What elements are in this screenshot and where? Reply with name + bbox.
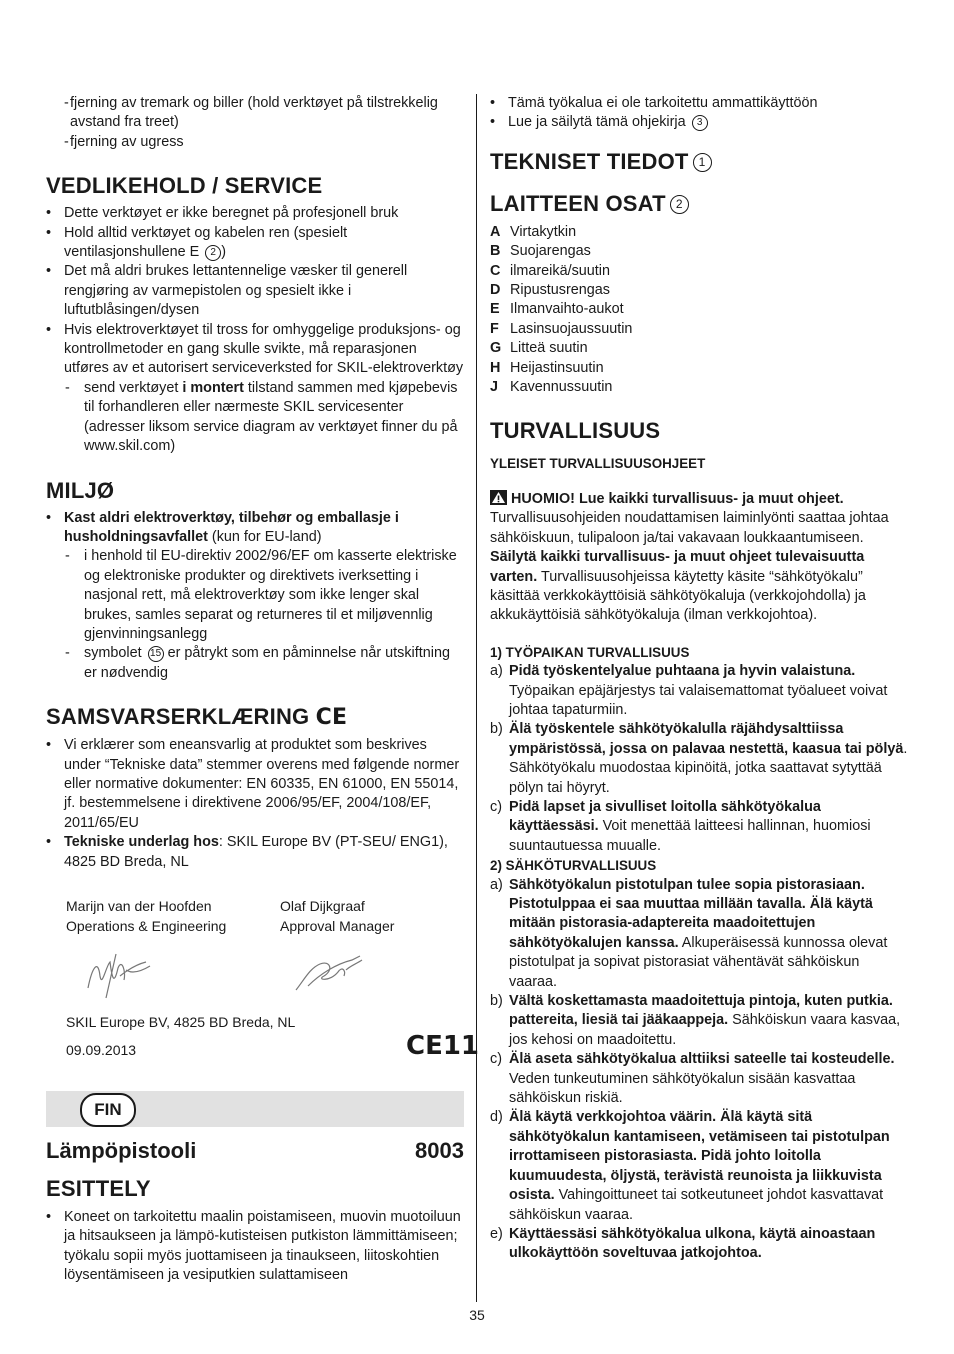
list-item [490,1050,910,1108]
item-marker: b) [490,993,503,1010]
list-item-text: er påtrykt som en påminnelse når utskiftning er nødvendig [84,645,450,681]
subsection-title: YLEISET TURVALLISUUSOHJEET [490,456,706,472]
list-item: • Tämä työkalua ei ole tarkoitettu ammattikäyttöön [490,94,910,113]
item-marker: a) [490,663,503,680]
list-item [490,223,910,242]
ref-circle: 15 [148,646,164,662]
item-marker: b) [490,721,503,738]
section-title-miljo: MILJØ [46,477,115,503]
list-item [490,1225,910,1264]
part-key: D [490,282,501,299]
ref-circle: 2 [670,195,689,214]
part-label: Litteä suutin [510,340,588,357]
signatory-role: Approval Manager [280,917,395,934]
warning-text: Turvallisuusohjeiden noudattamisen laiminlyönti saattaa johtaa sähköiskuun, tulipaloon ja/tai vakavaan loukkaantumiseen. [490,510,889,546]
list-item-text: Tekniske underlag hos [64,834,219,851]
signature-1-image [80,948,160,1008]
signature-2-image [290,950,370,998]
list-item-text: Vahingoittuneet tai sotkeutuneet johdot kasvattavat sähköiskun vaaraa. [509,1187,884,1223]
signatory-name: Olaf Dijkgraaf [280,898,365,914]
list-item: • Hvis elektroverktøyet til tross for omhyggelige produksjons- og kontrollmetoder en gang skulle svikte, må reparasjonen utføres av et autorisert serviceverksted for SKIL-elektroverktøy [46,321,464,379]
signatory-2 [280,897,394,936]
list-item [490,992,910,1050]
list-item-text: ) [221,244,226,261]
list-item [490,300,910,319]
list-item-text: Pidä työskentelyalue puhtaana ja hyvin valaistuna. [509,663,856,680]
part-key: G [490,340,502,357]
warning-paragraph [490,490,910,626]
samsvar-list [46,736,464,872]
part-key: C [490,262,501,279]
item-marker: e) [490,1225,503,1242]
esittely-section [46,1176,464,1286]
section-title-text: SAMSVARSERKLÆRING [46,704,310,730]
intro-dash-list [46,94,464,152]
section-title-text: LAITTEEN OSAT [490,190,666,216]
part-key: H [490,359,501,376]
list-item-text: Veden tunkeutuminen sähkötyökalun sisään kasvattaa sähköiskun riskiä. [509,1070,856,1107]
part-label: Virtakytkin [510,223,577,240]
list-item-text: (kun for EU-land) [207,528,322,545]
list-item [46,509,464,548]
list-item-text: i montert [182,379,244,396]
warning-triangle-icon [490,490,507,505]
item-marker: a) [490,876,503,893]
column-divider [476,94,477,1302]
list-item-text: Pidä lapset ja sivulliset loitolla sähkötyökalua käyttäessäsi. [509,798,821,835]
list-item [490,662,910,720]
list-item-text: send verktøyet [84,379,183,396]
list-item [46,224,464,263]
date: 09.09.2013 [66,1042,137,1058]
part-label: Ilmanvaihto-aukot [510,301,624,318]
list-item [490,242,910,261]
list-item [46,833,464,872]
list-item [490,378,910,397]
item-marker: c) [490,1051,502,1068]
item-marker: d) [490,1109,503,1126]
list-item: - fjerning av ugress [46,133,464,152]
list-item [46,644,464,683]
language-badge: FIN [80,1093,136,1127]
esittely-list [46,1208,464,1286]
list-item-text: Käyttäessäsi sähkötyökalua ulkona, käytä ainoastaan ulkokäyttöön soveltuvaa jatkojohtoa. [509,1225,876,1262]
ce-icon: CE [315,705,348,731]
subsection-title: 2) SÄHKÖTURVALLISUUS [490,858,657,874]
list-item [490,359,910,378]
list-item [490,339,910,358]
warning-text: Turvallisuusohjeissa käytetty käsite “sähkötyökalu” käsittää verkkokäyttöisiä sähkötyökaluja (verkkojohdolla) ja akkukäyttöisiä sähkötyökaluja (ilman verkkojohtoa). [490,568,866,624]
product-name: Lämpöpistooli [46,1138,197,1163]
ref-circle: 3 [692,115,708,131]
list-item: • Det må aldri brukes lettantennelige væsker til generell rengjøring av varmepistolen og spesielt ikke i luftutblåsingen/dysen [46,262,464,320]
list-item-text: Sähköiskun vaara kasvaa, jos kehosi on maadoitettu. [509,1012,901,1048]
part-label: ilmareikä/suutin [510,262,610,279]
list-item-text: Hold alltid verktøyet og kabelen ren (spesielt ventilasjonshullene E [64,224,348,261]
list-item: - i henhold til EU-direktiv 2002/96/EF om kasserte elektriske og elektroniske produkter og direktivets iverksetting i nasjonal rett, må elektroverktøy som ikke lenger skal brukes, samles separat og returneres til et miljøvennlig gjenvinningsanlegg [46,547,464,644]
part-key: J [490,379,499,396]
miljo-list [46,509,464,684]
parts-list [490,223,910,398]
product-number: 8003 [415,1138,464,1163]
list-item-text: Kast aldri elektroverktøy, tilbehør og emballasje i husholdningsavfallet [64,509,399,545]
list-item-text: Älä työskentele sähkötyökalulla räjähdysalttiissa ympäristössä, jossa on palavaa nestettä, kaasua tai pölyä [509,721,904,757]
part-label: Ripustusrengas [510,282,610,299]
list-item-text: symbolet [84,645,146,662]
page-number: 35 [469,1307,485,1323]
vedlikehold-list [46,204,464,456]
top-bullet-list [490,94,910,133]
item-marker: c) [490,798,502,815]
warning-text: HUOMIO! Lue kaikki turvallisuus- ja muut ohjeet. [511,490,844,507]
list-item [490,320,910,339]
list-item-text: tilstand sammen med kjøpebevis til forhandleren eller nærmeste SKIL servicesenter (adresser liksom service diagram av verktøyet finner du på www.skil.com) [84,379,458,455]
list-item [490,876,910,992]
part-key: B [490,243,501,260]
section-title-samsvar [46,704,464,731]
part-label: Suojarengas [510,243,591,260]
part-label: Lasinsuojaussuutin [510,320,633,337]
part-label: Kavennussuutin [510,379,613,396]
signatory-name: Marijn van der Hoofden [66,898,212,914]
list-item [490,113,910,132]
list-item [490,720,910,798]
list-item-text: Työpaikan epäjärjestys tai valaisemattomat työalueet voivat johtaa tapaturmiin. [509,682,888,718]
ref-circle: 2 [205,245,221,261]
warning-text: Säilytä kaikki turvallisuus- ja muut ohjeet tulevaisuutta varten. [490,549,865,585]
list-item-text: Älä käytä verkkojohtoa väärin. Älä käytä sitä sähkötyökalun kantamiseen, vetämiseen tai pistotulpan irrottamiseen pistorasiasta. Pidä johto loitolla kuumuudesta, öljystä, terävistä reunoista ja liikkuvista osista. [509,1109,890,1204]
list-item-text: Sähkötyökalun pistotulpan tulee sopia pistorasiaan. Pistotulppaa ei saa muuttaa millään tavalla. Älä käytä mitään pistorasia-adaptereita maadoitettujen sähkötyökalujen kanssa. [509,876,873,951]
list-item [490,1108,910,1224]
signatory-1 [66,897,226,936]
subsection-title: 1) TYÖPAIKAN TURVALLISUUS [490,644,690,660]
left-column [46,94,464,872]
part-key: A [490,223,501,240]
ce-mark-11: CE11 [406,1031,480,1061]
part-key: E [490,301,500,318]
section-title-text: TEKNISET TIEDOT [490,148,689,174]
section-title-esittely: ESITTELY [46,1176,151,1201]
section-title-tekniset [490,149,910,175]
list-item: • Dette verktøyet er ikke beregnet på profesjonell bruk [46,204,464,223]
list-item [490,798,910,856]
section-title-osat [490,191,910,217]
list-item: • Vi erklærer som eneansvarlig at produktet som beskrives under “Tekniske data” stemmer overens med følgende normer eller normative dokumenter: EN 60335, EN 61000, EN 55014, jf. bestemmelsene i direktivene 2006/95/EF, 2004/108/EF, 2011/65/EU [46,736,464,833]
list-item-text: : SKIL Europe BV (PT-SEU/ ENG1), 4825 BD Breda, NL [64,834,448,870]
company-address: SKIL Europe BV, 4825 BD Breda, NL [66,1014,296,1030]
list-item-text: Lue ja säilytä tämä ohjekirja [508,114,686,131]
list-item [46,379,464,457]
list-item [490,262,910,281]
section-title-vedlikehold: VEDLIKEHOLD / SERVICE [46,173,323,199]
section-title-turvallisuus: TURVALLISUUS [490,418,661,444]
right-column [490,94,910,1264]
list-item-text: Alkuperäisessä kunnossa olevat pistotulpat ja sopivat pistorasiat vähentävät sähköiskun vaaraa. [509,934,888,990]
signatory-role: Operations & Engineering [66,917,227,934]
list-item: - fjerning av tremark og biller (hold verktøyet på tilstrekkelig avstand fra treet) [46,94,464,133]
part-key: F [490,320,499,337]
part-label: Heijastinsuutin [510,359,604,376]
list-item-text: Älä aseta sähkötyökalua alttiiksi sateelle tai kosteudelle. [509,1051,895,1068]
list-item-text: Voit menettää laitteesi hallinnan, huomiosi suuntautuessa muualle. [509,818,871,854]
list-item-text: Vältä koskettamasta maadoitettuja pintoja, kuten putkia. pattereita, liesiä tai jääkaappeja. [509,993,893,1029]
ref-circle: 1 [693,153,712,172]
list-item [490,281,910,300]
product-heading [46,1137,464,1165]
list-item: • Koneet on tarkoitettu maalin poistamiseen, muovin muotoiluun ja hitsaukseen ja lämpö-kutisteisen putkiston lämmittämiseen; työkalu sopii myös juottamiseen ja tinaukseen, liitoskohtien löysentämiseen ja vesiputkien sulattamiseen [46,1208,464,1286]
list-item-text: . Sähkötyökalu muodostaa kipinöitä, jotka saattavat sytyttää pölyn tai höyryt. [509,740,908,796]
